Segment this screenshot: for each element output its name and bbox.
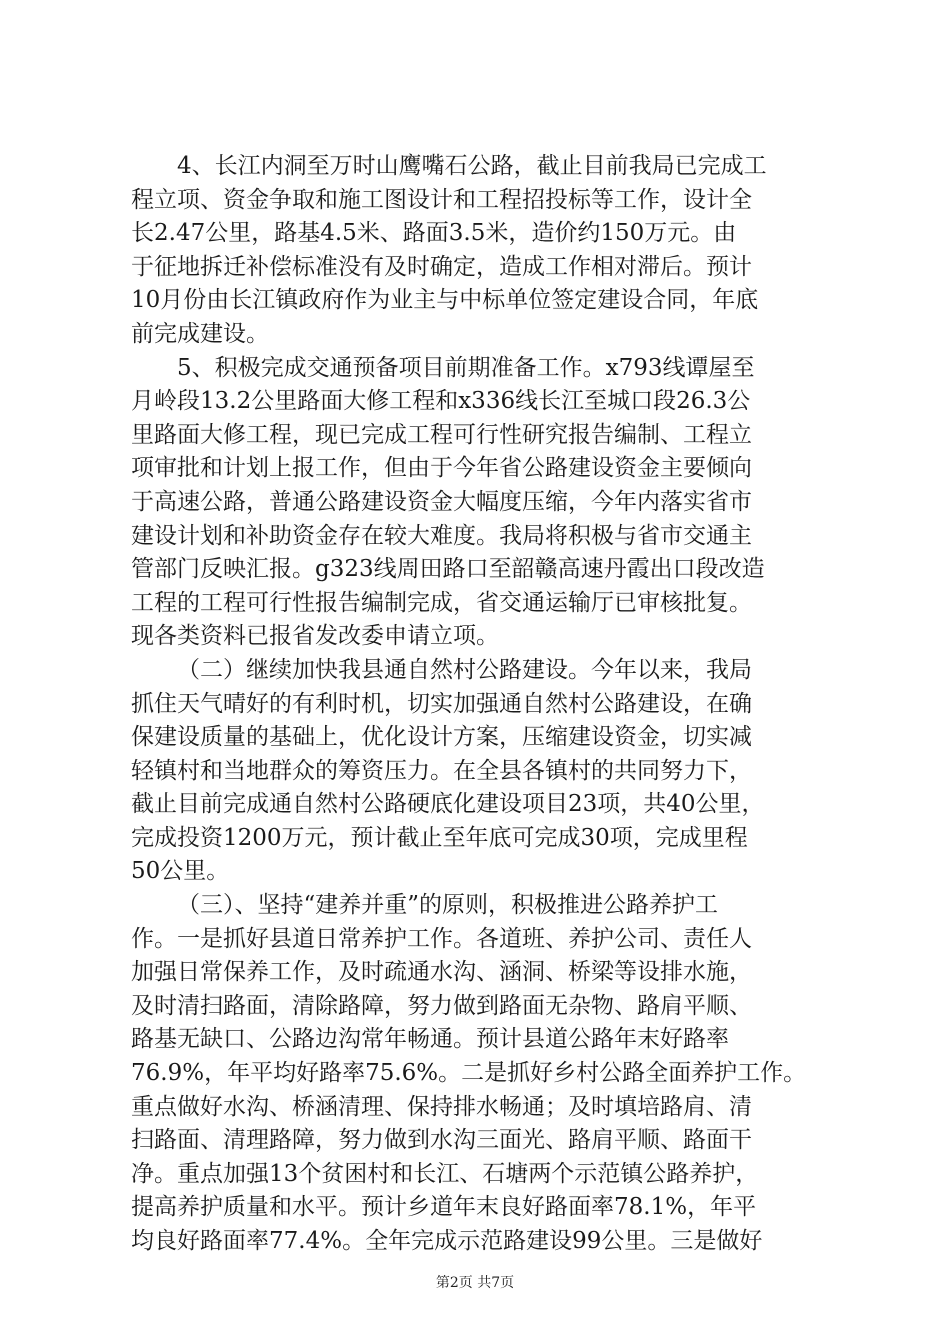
text-line: 4、长江内洞至万时山鹰嘴石公路，截止目前我局已完成工	[177, 153, 767, 179]
text-line: 76.9%，年平均好路率75.6%。二是抓好乡村公路全面养护工作。	[131, 1060, 807, 1087]
text-line: 完成投资1200万元，预计截止至年底可完成30项，完成里程	[131, 824, 748, 851]
text-line: 建设计划和补助资金存在较大难度。我局将积极与省市交通主	[131, 522, 752, 549]
text-line: （三）、坚持“建养并重”的原则，积极推进公路养护工	[177, 892, 719, 919]
text-line: 现各类资料已报省发改委申请立项。	[131, 623, 499, 650]
text-line: 重点做好水沟、桥涵清理、保持排水畅通；及时填培路肩、清	[131, 1093, 752, 1120]
text-line: 前完成建设。	[131, 320, 269, 347]
text-line: （二）继续加快我县通自然村公路建设。今年以来，我局	[177, 656, 752, 683]
text-line: 轻镇村和当地群众的筹资压力。在全县各镇村的共同努力下，	[131, 757, 752, 784]
text-line: 工程的工程可行性报告编制完成，省交通运输厅已审核批复。	[131, 589, 752, 616]
page-footer	[0, 1272, 950, 1292]
text-line: 保建设质量的基础上，优化设计方案，压缩建设资金，切实减	[131, 724, 752, 751]
text-line: 扫路面、清理路障，努力做到水沟三面光、路肩平顺、路面干	[131, 1127, 752, 1154]
text-line: 50公里。	[131, 858, 230, 885]
text-line: 均良好路面率77.4%。全年完成示范路建设99公里。三是做好	[131, 1228, 763, 1254]
text-line: 5、积极完成交通预备项目前期准备工作。x793线谭屋至	[177, 354, 755, 381]
text-line: 及时清扫路面，清除路障，努力做到路面无杂物、路肩平顺、	[131, 992, 752, 1019]
text-line: 提高养护质量和水平。预计乡道年末良好路面率78.1%，年平	[131, 1194, 757, 1221]
text-line: 10月份由长江镇政府作为业主与中标单位签定建设合同，年底	[131, 287, 759, 314]
text-line: 月岭段13.2公里路面大修工程和x336线长江至城口段26.3公	[131, 388, 751, 415]
text-line: 于高速公路，普通公路建设资金大幅度压缩，今年内落实省市	[131, 488, 752, 515]
text-line: 抓住天气晴好的有利时机，切实加强通自然村公路建设，在确	[131, 690, 752, 717]
text-line: 截止目前完成通自然村公路硬底化建设项目23项，共40公里，	[131, 791, 765, 818]
text-line: 净。重点加强13个贫困村和长江、石塘两个示范镇公路养护，	[131, 1160, 759, 1187]
text-line: 路基无缺口、公路边沟常年畅通。预计县道公路年末好路率	[131, 1026, 729, 1053]
text-line: 作。一是抓好县道日常养护工作。各道班、养护公司、责任人	[131, 925, 752, 952]
document-body	[131, 150, 831, 1259]
text-line: 加强日常保养工作，及时疏通水沟、涵洞、桥梁等设排水施，	[131, 959, 752, 986]
text-line: 里路面大修工程，现已完成工程可行性研究报告编制、工程立	[131, 421, 752, 448]
text-line: 长2.47公里，路基4.5米、路面3.5米，造价约150万元。由	[131, 220, 737, 247]
text-line: 项审批和计划上报工作，但由于今年省公路建设资金主要倾向	[131, 455, 752, 482]
page-number-label: 第2页 共7页	[435, 1275, 515, 1291]
text-line: 于征地拆迁补偿标准没有及时确定，造成工作相对滞后。预计	[131, 253, 752, 280]
text-line: 管部门反映汇报。g323线周田路口至韶赣高速丹霞出口段改造	[131, 556, 765, 583]
text-line: 程立项、资金争取和施工图设计和工程招投标等工作，设计全	[131, 186, 752, 213]
